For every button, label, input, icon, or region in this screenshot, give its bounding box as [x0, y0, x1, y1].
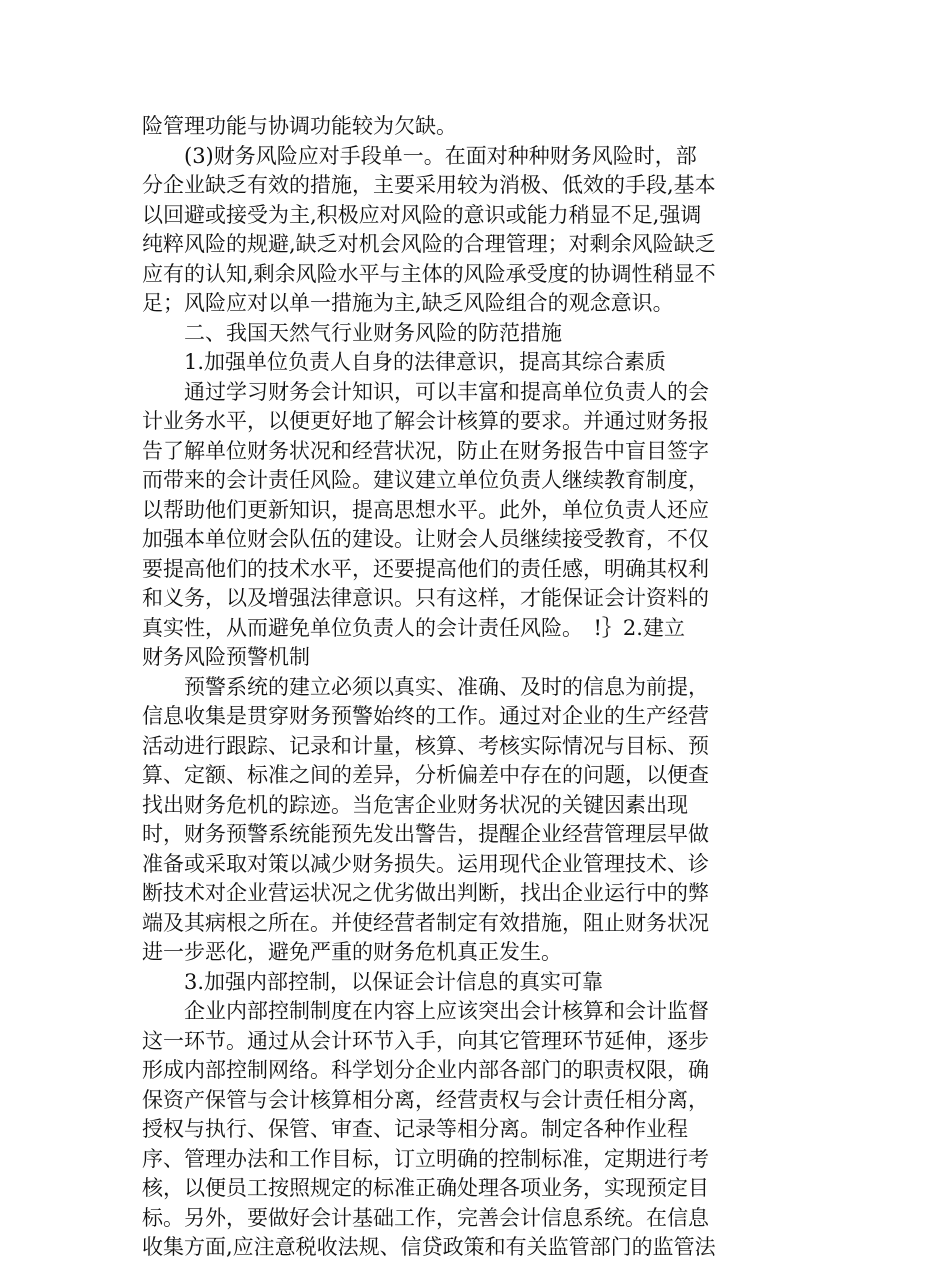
text-line: 纯粹风险的规避,缺乏对机会风险的合理管理；对剩余风险缺乏 [142, 232, 716, 256]
text-line: 准备或采取对策以减少财务损失。运用现代企业管理技术、诊 [142, 851, 709, 876]
text-line: 二、我国天然气行业财务风险的防范措施 [184, 320, 562, 345]
text-line: 时，财务预警系统能预先发出警告，提醒企业经营管理层早做 [142, 822, 709, 846]
text-line: 以回避或接受为主,积极应对风险的意识或能力稍显不足,强调 [142, 202, 702, 227]
text-line: 断技术对企业营运状况之优劣做出判断，找出企业运行中的弊 [142, 881, 709, 905]
text-line: 保资产保管与会计核算相分离，经营责权与会计责任相分离， [142, 1087, 709, 1112]
text-line: 进一步恶化，避免严重的财务危机真正发生。 [142, 940, 562, 964]
text-line: 活动进行跟踪、记录和计量，核算、考核实际情况与目标、预 [142, 733, 709, 758]
text-line: 序、管理办法和工作目标，订立明确的控制标准，定期进行考 [142, 1146, 709, 1171]
text-line: 算、定额、标准之间的差异，分析偏差中存在的问题，以便查 [142, 763, 709, 787]
text-line: 这一环节。通过从会计环节入手，向其它管理环节延伸，逐步 [142, 1028, 709, 1053]
text-line: 和义务，以及增强法律意识。只有这样，才能保证会计资料的 [142, 586, 709, 610]
text-line: 3.加强内部控制，以保证会计信息的真实可靠 [184, 969, 604, 994]
text-line: 加强本单位财会队伍的建设。让财会人员继续接受教育，不仅 [142, 527, 709, 551]
text-line: 告了解单位财务状况和经营状况，防止在财务报告中盲目签字 [142, 438, 709, 463]
text-line: 信息收集是贯穿财务预警始终的工作。通过对企业的生产经营 [142, 704, 709, 728]
text-line: 标。另外，要做好会计基础工作，完善会计信息系统。在信息 [142, 1205, 709, 1230]
document-page [142, 112, 742, 1263]
text-line: 应有的认知,剩余风险水平与主体的风险承受度的协调性稍显不 [142, 261, 716, 286]
text-line: 而带来的会计责任风险。建议建立单位负责人继续教育制度， [142, 468, 709, 492]
text-line: 端及其病根之所在。并使经营者制定有效措施，阻止财务状况 [142, 910, 709, 935]
text-line: 形成内部控制网络。科学划分企业内部各部门的职责权限，确 [142, 1058, 709, 1082]
text-line: 足；风险应对以单一措施为主,缺乏风险组合的观念意识。 [142, 291, 674, 315]
text-line: 通过学习财务会计知识，可以丰富和提高单位负责人的会 [184, 379, 709, 404]
text-line: 预警系统的建立必须以真实、准确、及时的信息为前提， [184, 674, 709, 699]
text-line: 收集方面,应注意税收法规、信贷政策和有关监管部门的监管法 [142, 1235, 716, 1259]
text-line: 险管理功能与协调功能较为欠缺。 [142, 114, 457, 138]
text-line: 企业内部控制制度在内容上应该突出会计核算和会计监督 [184, 999, 709, 1023]
text-line: 以帮助他们更新知识，提高思想水平。此外，单位负责人还应 [142, 497, 709, 522]
text-line: 真实性，从而避免单位负责人的会计责任风险。 !｝2.建立 [142, 615, 685, 640]
text-line: 计业务水平，以便更好地了解会计核算的要求。并通过财务报 [142, 409, 709, 433]
text-line: (3)财务风险应对手段单一。在面对种种财务风险时，部 [184, 143, 697, 168]
text-line: 财务风险预警机制 [142, 645, 310, 669]
text-line: 找出财务危机的踪迹。当危害企业财务状况的关键因素出现 [142, 792, 688, 817]
text-line: 授权与执行、保管、审查、记录等相分离。制定各种作业程 [142, 1117, 688, 1141]
text-line: 分企业缺乏有效的措施，主要采用较为消极、低效的手段,基本 [142, 173, 716, 197]
text-line: 核，以便员工按照规定的标准正确处理各项业务，实现预定目 [142, 1176, 709, 1200]
text-line: 要提高他们的技术水平，还要提高他们的责任感，明确其权利 [142, 556, 709, 581]
text-line: 1.加强单位负责人自身的法律意识，提高其综合素质 [184, 350, 667, 374]
